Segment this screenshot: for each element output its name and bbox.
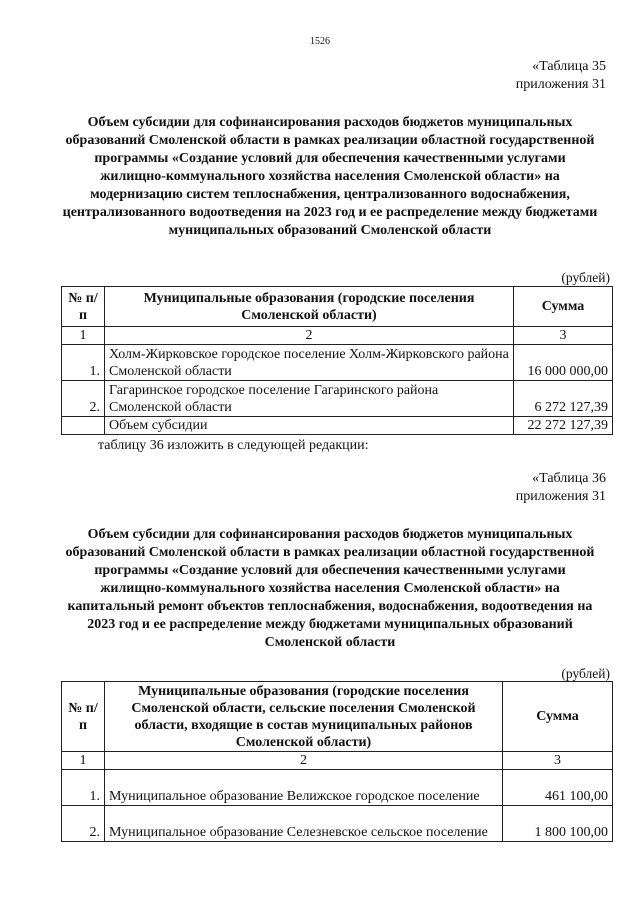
row-sum: 16 000 000,00 (514, 345, 613, 381)
table36-ref-line1: «Таблица 36 (532, 471, 606, 486)
table35-header-sum: Сумма (514, 287, 613, 327)
row-sum: 6 272 127,39 (514, 381, 613, 417)
table36-title: Объем субсидии для софинансирования расходов бюджетов муниципальных образований Смоленской области в рамках реализации областной государственной программы «Создание условий для обеспечения качественными услугами жилищно-коммунального хозяйства населения Смоленской области» на капитальный ремонт объектов теплоснабжения, водоснабжения, водоотведения на 2023 год и ее распределение между бюджетами муниципальных образований Смоленской области (65, 527, 595, 650)
table35-header-name: Муниципальные образования (городские поселения Смоленской области) (105, 287, 514, 327)
total-sum: 22 272 127,39 (514, 417, 613, 435)
table35-ref-line1: «Таблица 35 (532, 59, 606, 74)
row-number: 1. (62, 345, 105, 381)
row-number: 1. (62, 770, 105, 806)
row-municipality: Муниципальное образование Селезневское сельское поселение (105, 806, 503, 842)
row-sum: 461 100,00 (503, 770, 613, 806)
table36-header-name: Муниципальные образования (городские поселения Смоленской области, сельские поселения Смоленской области, входящие в состав муниципальных районов Смоленской области) (105, 682, 503, 752)
table35-reference (516, 58, 606, 94)
table-row (62, 770, 613, 806)
table35-title: Объем субсидии для софинансирования расходов бюджетов муниципальных образований Смоленской области в рамках реализации областной государственной программы «Создание условий для обеспечения качественными услугами жилищно-коммунального хозяйства населения Смоленской области» на модернизацию систем теплоснабжения, централизованного водоснабжения, централизованного водоотведения на 2023 год и ее распределение между бюджетами муниципальных образований Смоленской области (62, 115, 598, 238)
table-row (62, 806, 613, 842)
table35-header-num: № п/п (62, 287, 105, 327)
table36-unit: (рублей) (561, 666, 610, 681)
table35-index-row (62, 327, 613, 345)
table35-index-2: 2 (105, 327, 514, 345)
table36-header-row (62, 682, 613, 752)
table36-index-row (62, 752, 613, 770)
table36 (61, 681, 613, 842)
row-municipality: Муниципальное образование Велижское городское поселение (105, 770, 503, 806)
row-municipality: Гагаринское городское поселение Гагаринского района Смоленской области (105, 381, 514, 417)
row-number: 2. (62, 381, 105, 417)
table35-ref-line2: приложения 31 (515, 77, 606, 92)
table36-header-num: № п/п (62, 682, 105, 752)
table36-reference (516, 470, 606, 506)
page-number: 1526 (310, 36, 330, 47)
table36-index-3: 3 (503, 752, 613, 770)
table35-unit: (рублей) (561, 270, 610, 285)
table36-header-sum: Сумма (503, 682, 613, 752)
table35-header-row (62, 287, 613, 327)
total-empty-cell (62, 417, 105, 435)
instruction-text: таблицу 36 изложить в следующей редакции: (98, 438, 369, 453)
row-number: 2. (62, 806, 105, 842)
row-municipality: Холм-Жирковское городское поселение Холм-Жирковского района Смоленской области (105, 345, 514, 381)
table35 (61, 286, 613, 435)
table35-total-row (62, 417, 613, 435)
table36-index-1: 1 (62, 752, 105, 770)
table36-index-2: 2 (105, 752, 503, 770)
total-label: Объем субсидии (105, 417, 514, 435)
table-row (62, 381, 613, 417)
row-sum: 1 800 100,00 (503, 806, 613, 842)
table35-index-3: 3 (514, 327, 613, 345)
table35-index-1: 1 (62, 327, 105, 345)
table36-ref-line2: приложения 31 (515, 489, 606, 504)
table-row (62, 345, 613, 381)
